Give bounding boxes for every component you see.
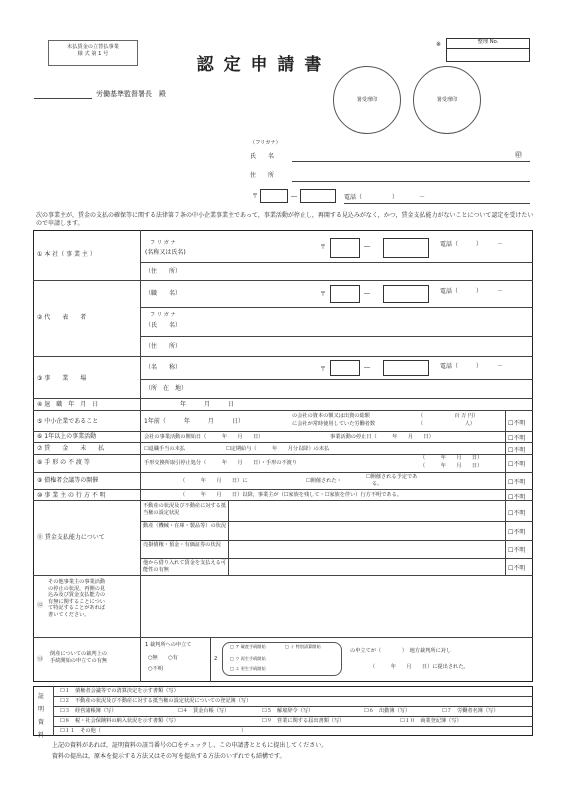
row-divider xyxy=(33,398,533,399)
row1-postal-box-1[interactable] xyxy=(330,238,360,258)
row1-postal-mark: 〒 xyxy=(320,244,327,251)
row3-postal-box-2[interactable] xyxy=(383,360,429,376)
row10-detail: （ 年 月 日）以降，事業主が（☐家族を残して・☐家族を伴い）行方不明である。 xyxy=(180,492,402,498)
row13-opt2: 2 xyxy=(214,656,218,662)
row2-subline xyxy=(140,336,533,337)
row1-phone: 電話（ ） － xyxy=(440,241,504,248)
row13-label xyxy=(50,651,140,664)
reference-mark: ※ xyxy=(436,41,442,48)
row-divider xyxy=(33,431,533,432)
unknown-column-divider xyxy=(505,410,506,500)
row9-held-checkbox[interactable]: ☐開催された・ xyxy=(306,478,342,484)
row13-kind-a[interactable]: □ ア 破産手続開始 xyxy=(230,645,266,650)
row11-label: ⑪ 賃金支払能力について xyxy=(37,534,105,541)
row8-label: ⑧ 手 形 の 不 渡 等 xyxy=(37,459,90,466)
row13-kind-d[interactable]: □ エ 更生手続開始 xyxy=(230,667,266,672)
row12-label-line: て特記することがあれば xyxy=(48,605,106,611)
row11-unknown-divider xyxy=(505,500,506,575)
row12-label-line: 込み及び賃金支払能力の xyxy=(48,592,106,598)
applicant-phone-line xyxy=(344,203,530,204)
row3-subline xyxy=(140,379,533,380)
row9-planned-checkbox[interactable]: ☐開催される予定であ xyxy=(366,474,418,480)
page-title: 認 定 申 請 書 xyxy=(196,55,324,75)
evidence-item-6[interactable]: ☐６ 出勤簿（写） xyxy=(364,708,411,714)
row6-unknown-checkbox[interactable]: ☐不明 xyxy=(508,435,526,442)
row13-question: 1 裁判所への申立て xyxy=(145,642,192,648)
applicant-postal-box-1[interactable] xyxy=(260,189,288,203)
row9-unknown-checkbox[interactable]: ☐不明 xyxy=(508,479,526,486)
applicant-name-label: 氏 名 xyxy=(250,153,275,160)
row11-unknown-3[interactable]: ☐不明 xyxy=(508,547,526,554)
row-divider xyxy=(33,280,533,281)
row11-item-2: 動産（機械・在庫・製品等）の状況 xyxy=(143,523,227,529)
evidence-item-11[interactable]: ☐１１ その他（ ） xyxy=(60,728,247,734)
postal-dash: ― xyxy=(364,290,370,297)
row7-label: ⑦ 賃 金 未 払 xyxy=(37,445,105,452)
row-divider xyxy=(33,500,533,501)
row7-severance-checkbox[interactable]: ☐退職手当の未払 xyxy=(144,446,185,452)
row5-label: ⑤ 中小企業であること xyxy=(37,418,99,425)
row3-postal-box-1[interactable] xyxy=(330,360,360,376)
row13-divider xyxy=(210,637,211,682)
row11-subline xyxy=(140,521,533,522)
reference-label: 整理 No. xyxy=(447,39,529,49)
row8-unknown-checkbox[interactable]: ☐不明 xyxy=(508,461,526,468)
row2-postal-box-2[interactable] xyxy=(383,285,429,303)
row10-label: ⑩ 事 業 主 の 行 方 不 明 xyxy=(37,492,106,499)
row5-val1: （ 百 万 円） xyxy=(418,413,479,419)
stamp-label-2: 署受理印 xyxy=(436,97,458,103)
evidence-item-3[interactable]: ☐３ 経営諸帳簿（写） xyxy=(60,708,117,714)
form-label-line2: 様 式 第 1 号 xyxy=(77,50,109,57)
row12-label-line: 有無に関することについ xyxy=(48,598,105,605)
row12-label xyxy=(48,579,138,618)
evidence-item-7[interactable]: ☐７ 労働者名簿（写） xyxy=(442,708,499,714)
evidence-item-9[interactable]: ☐９ 営業に関する届出書類（写） xyxy=(262,718,345,724)
row2-post: （職 名） xyxy=(145,290,182,297)
row13-unknown[interactable]: ○不明 xyxy=(148,666,163,672)
row11-subline xyxy=(140,558,533,559)
row-divider xyxy=(33,410,533,411)
seal-mark: ㊞ xyxy=(515,151,522,159)
row12-label-line: その他事業主の事業活動 xyxy=(48,579,106,585)
row11-item-1: 不動産の状況及び不動産に対する抵当権の設定状況 xyxy=(143,503,227,516)
row9-planned-tail: る。 xyxy=(372,481,383,487)
row2-address: （住 所） xyxy=(145,343,182,350)
evidence-item-2[interactable]: ☐２ 不動産の状況及び不動産に対する抵当権の設定状況についての登記簿（写） xyxy=(60,698,252,704)
row3-name: （名 称） xyxy=(145,364,182,371)
stamp-label-1: 署受理印 xyxy=(356,97,378,103)
row6-stop: 事業活動の停止日（ 年 月 日） xyxy=(330,434,434,440)
row2-furigana: フ リ ガ ナ xyxy=(150,312,176,318)
evidence-item-10[interactable]: ☐１０ 商業登記簿（写） xyxy=(400,718,462,724)
row11-unknown-2[interactable]: ☐不明 xyxy=(508,529,526,536)
intro-text: 次の事業主が，賃金の支払の確保等に関する法律第７条の中小企業事業主であって，事業活動が停止し，再開する見込みがなく，かつ，賃金支払能力がないことについて認定を受けたいので申請します。 xyxy=(36,212,534,227)
row13-tail1: の申立てが（ ） 地方裁判所に対し xyxy=(350,648,452,654)
row9-label: ⑨ 債権者会議等の開催 xyxy=(37,477,99,484)
evidence-item-1[interactable]: ☐１ 債権者会議等での清算決定を示す書類（写） xyxy=(60,688,179,694)
row7-salary-checkbox[interactable]: ☐定期給与（ 年 月分以降）の未払 xyxy=(226,446,330,452)
evidence-item-4[interactable]: ☐４ 賃金台帳（写） xyxy=(178,708,230,714)
row10-unknown-checkbox[interactable]: ☐不明 xyxy=(508,494,526,501)
applicant-postal-mark: 〒 xyxy=(252,193,259,200)
row11-item-3: 売掛債権・預金・有価証券の状況 xyxy=(143,542,221,548)
row1-label: ① 本 社（ 事 業 主 ） xyxy=(37,251,96,258)
row2-postal-box-1[interactable] xyxy=(330,285,360,303)
row-divider xyxy=(33,356,533,357)
row12-label-line: の停止の状況，再開の見 xyxy=(48,585,106,592)
evidence-label-divider xyxy=(53,686,54,736)
row3-postal-mark: 〒 xyxy=(320,366,327,373)
row-divider xyxy=(33,489,533,490)
row13-kind-b[interactable]: □ イ 特別清算開始 xyxy=(285,645,321,650)
evidence-row-divider xyxy=(53,716,533,717)
row1-name: (名称又は氏名) xyxy=(145,249,186,256)
evidence-item-8[interactable]: ☐８ 税・社会保険料の納入状況を示す書類（写） xyxy=(60,718,179,724)
form-label-line1: 未払賃金の立替払事業 xyxy=(67,44,119,50)
row1-postal-box-2[interactable] xyxy=(383,238,429,258)
row-divider xyxy=(33,442,533,443)
row8-date2: （ 年 月 日） xyxy=(420,463,483,469)
row5-unknown-checkbox[interactable]: ☐不明 xyxy=(508,420,526,427)
row11-subline xyxy=(140,540,533,541)
evidence-row-divider xyxy=(53,706,533,707)
applicant-address-line[interactable] xyxy=(292,181,530,182)
row9-date: （ 年 月 日）に xyxy=(180,478,248,484)
row8-date1: （ 年 月 日） xyxy=(420,455,483,461)
row3-label: ③ 事 業 場 xyxy=(37,375,87,382)
row11-unknown-4[interactable]: ☐不明 xyxy=(508,565,526,572)
row11-item-divider xyxy=(228,500,229,575)
row12-free-text-area[interactable] xyxy=(141,576,532,636)
addressee: 労働基準監督署長 殿 xyxy=(96,90,166,98)
evidence-row-divider xyxy=(53,696,533,697)
row13-num: ⑬ xyxy=(37,656,44,663)
evidence-row-divider xyxy=(53,726,533,727)
row5-mid2: に会社が常時使用していた労働者数 xyxy=(292,421,376,427)
row3-address: （所 在 地） xyxy=(145,385,188,392)
postal-dash: ― xyxy=(291,193,297,200)
row2-label: ② 代 表 者 xyxy=(37,314,87,321)
row2-postal-mark: 〒 xyxy=(320,291,327,298)
row1-furigana: フ リ ガ ナ xyxy=(150,240,176,246)
row13-options[interactable]: ○無 ○有 xyxy=(148,655,178,661)
row4-value: 年 月 日 xyxy=(180,401,235,408)
row13-label-line: 倒産についての裁判上の xyxy=(50,651,107,657)
reference-number-box[interactable] xyxy=(446,38,530,62)
applicant-address-label: 住 所 xyxy=(250,172,275,179)
row12-num: ⑫ xyxy=(37,602,44,609)
applicant-postal-box-2[interactable] xyxy=(300,189,336,203)
row13-tail2: （ 年 月 日）に提出された。 xyxy=(370,664,469,670)
row3-phone: 電話（ ） － xyxy=(440,363,504,370)
row7-unknown-checkbox[interactable]: ☐不明 xyxy=(508,447,526,454)
row5-val2: （ 人） xyxy=(418,421,476,427)
row-divider xyxy=(33,637,533,638)
applicant-furigana: （フリガナ） xyxy=(250,140,281,146)
row1-address: （住 所） xyxy=(145,268,182,275)
row2-subline xyxy=(140,307,533,308)
row5-mid1: の会社の資本の額又は出資の総額 xyxy=(292,413,370,419)
footer-note-1: 上記の資料があれば，証明資料の該当番号の☐をチェックし，この申請書とともに提出してください。 xyxy=(52,742,328,749)
row2-phone: 電話（ ） － xyxy=(440,288,504,295)
row6-start: 会社の事業活動の開始日（ 年 月 日） xyxy=(144,434,264,440)
footer-note-2: 資料の提出は，原本を提示する方法又はその写を提出する方法のいずれでも結構です。 xyxy=(52,753,286,760)
row2-name: （氏 名） xyxy=(145,322,182,329)
row6-label: ⑥ 1年以上の事業活動 xyxy=(37,433,97,440)
addressee-line xyxy=(34,98,92,99)
row1-subline xyxy=(140,262,533,263)
postal-dash: ― xyxy=(364,364,370,371)
row5-before: 1年前（ 年 月 日） xyxy=(144,418,244,425)
row13-label-line: 手続開始の申立ての有無 xyxy=(50,657,108,664)
applicant-phone: 電話（ ） － xyxy=(344,194,426,201)
row-divider xyxy=(33,472,533,473)
evidence-item-5[interactable]: ☐５ 解雇辞令（写） xyxy=(262,708,314,714)
row8-detail: 手形交換所取引停止処分（ 年 月 日）・手形の不渡り xyxy=(144,460,298,466)
row13-kind-c[interactable]: □ ウ 再生手続開始 xyxy=(230,657,266,662)
applicant-name-line[interactable] xyxy=(292,161,530,162)
row11-item-4: 他から借り入れて賃金を支払える可能性の有無 xyxy=(143,560,227,573)
form-label xyxy=(48,40,138,66)
row4-label: ④ 退 職 年 月 日 xyxy=(37,401,99,408)
row12-label-line: 書いてください。 xyxy=(48,611,90,618)
evidence-label: 証明資料 xyxy=(38,693,45,739)
postal-dash: ― xyxy=(364,243,370,250)
row11-unknown-1[interactable]: ☐不明 xyxy=(508,510,526,517)
